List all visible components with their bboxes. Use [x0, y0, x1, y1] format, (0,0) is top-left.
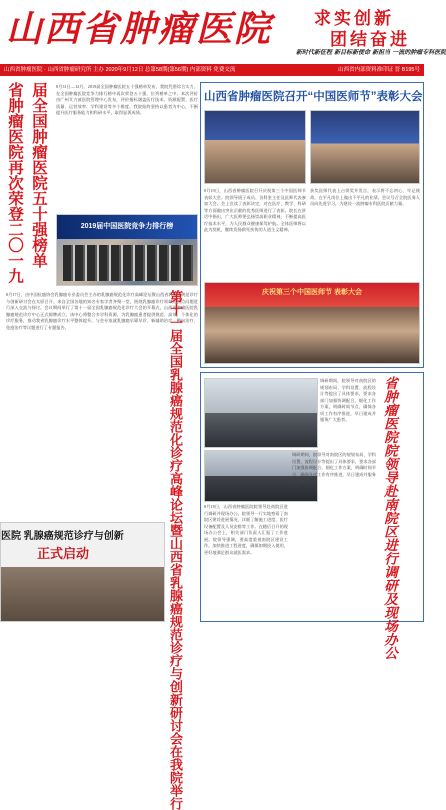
- site-inspection-photo-1: [204, 378, 318, 448]
- right-body-text: 8月19日，山西省肿瘤医院召开庆祝第三个中国医师节表彰大会。院领导班子成员、各科室主任及医师代表参加大会。会上宣读了表彰决定，对在医疗、教学、科研等方面做出突出贡献的优秀医师进行了表彰。院长在讲话中指出，广大医师要弘扬崇高职业精神，不断提高医疗技术水平，为人民群众健康保驾护航。全体医师将以此为契机，继续发扬救死扶伤的人道主义精神。: [204, 188, 306, 232]
- headline-right: 山西省肿瘤医院召开“中国医师节”表彰大会: [204, 91, 423, 103]
- headline-left-line2: 省肿瘤医院再次荣登二〇一九: [6, 82, 25, 284]
- headline-left-line1: 届全国肿瘤医院五十强榜单: [30, 82, 49, 268]
- left-body-text: 8月17日，由中国抗癌协会乳腺癌专业委员会主办的乳腺癌规范化诊疗高峰论坛暨山西省乳腺癌规范诊疗与创新研讨会在太原召开。来自全国各地的知名专家学者齐聚一堂，围绕乳腺癌诊疗领域的热点问题进行深入交流与探讨。会议期间举行了第十一届全国乳腺癌规范化诊疗大会的开幕式，山西省肿瘤医院乳腺癌规范诊疗中心正式揭牌成立。该中心将整合多学科资源，为乳腺癌患者提供规范、高效、个体化的诊疗服务，推动我省乳腺癌诊疗水平整体提升。与会专家就乳腺癌早筛早诊、新辅助治疗、靶向治疗、免疫治疗等议题进行了专题报告。: [6, 292, 198, 330]
- headline-right-bottom: 省肿瘤医院院领导赴南院区进行调研及现场办公: [381, 376, 397, 660]
- bottom-banner-line1: 医院 乳腺癌规范诊疗与创新: [1, 531, 124, 542]
- info-bar-left: 山西省肿瘤医院 · 山西省肿瘤研究所 主办 2020年9月12日 总第58期(第56期) 内部资料 免费交流: [4, 67, 236, 73]
- doctors-day-meeting-photo-2: [310, 110, 420, 184]
- ranking-banner: 2019届中国医院竞争力排行榜: [57, 215, 197, 239]
- masthead-title: 山西省肿瘤医院: [6, 8, 273, 50]
- vertical-headline-1: 第十一届全国乳腺癌规范化诊疗高峰论坛暨山西省乳腺癌规范诊疗与创新研讨会在我院举行: [167, 290, 182, 810]
- ranking-ceremony-photo: [56, 214, 198, 286]
- left-intro-text: 8月31日—12月，2019届全国肿瘤医院五十强榜单发布，我院凭借综合实力，在全国肿瘤医院竞争力排行榜中再次荣登五十强，位列榜单之中。本次评价由广州艾力彼医院管理中心发布，评价指标涵盖医疗技术、资源配置、医疗质量、运营效率、学科建设等多个维度。我院始终坚持以患者为中心，不断提升医疗服务能力和科研水平，取得显著成绩。: [56, 84, 198, 115]
- info-bar: [0, 64, 424, 76]
- right-bottom-text-2: 调研期间，院领导对南院区的规划布局、学科设置、流程设计等提出了具体要求，要求各部门加强协调配合，细化工作方案，明确时间节点，确保各项工作有序推进，早日建成并服务广大患者。: [292, 452, 376, 483]
- right-bottom-text: 8月18日，山西省肿瘤医院院领导赴南院区进行调研并现场办公。院领导一行实地察看了南院区建设进展情况，详细了解施工进度、医疗设备配置及人员安排等工作。在随后召开的现场办公会上，相关部门负责人汇报了工作进展。院领导强调，要高度重视南院区建设工作，加快推进工程进度，确保如期投入使用，更好地满足群众就医需求。: [204, 504, 288, 555]
- right-bottom-text-short: 调研期间，院领导对南院区的规划布局、学科设置、流程设计等提出了具体要求，要求各部门加强协调配合，细化工作方案，明确时间节点，确保各项工作有序推进，早日建成并服务广大患者。: [320, 378, 376, 422]
- celebration-banner: 庆祝第三个中国医师节 表彰大会: [262, 289, 362, 296]
- slogan-line2: 团结奋进: [330, 30, 410, 50]
- award-recipients-group: [63, 245, 193, 281]
- sub-slogan: 新时代新征程 新目标新使命 新担当 一流的肿瘤专科医院: [296, 49, 446, 56]
- right-body-text-2: 获奖医师代表上台领奖并发言，表示将不忘初心、牢记使命，在平凡岗位上做出不平凡的业绩。会议号召全院医务人员向先进学习，为建设一流肿瘤专科医院贡献力量。: [310, 188, 420, 206]
- award-group-photo: [204, 282, 420, 364]
- slogan-line1: 求实创新: [314, 9, 394, 29]
- breast-cancer-center-launch-photo: [0, 522, 165, 622]
- doctors-day-meeting-photo-1: [204, 110, 306, 184]
- bottom-banner-line2: 正式启动: [37, 546, 90, 561]
- info-bar-right: 山西省内部资料准印证 晋 B195号: [338, 67, 420, 73]
